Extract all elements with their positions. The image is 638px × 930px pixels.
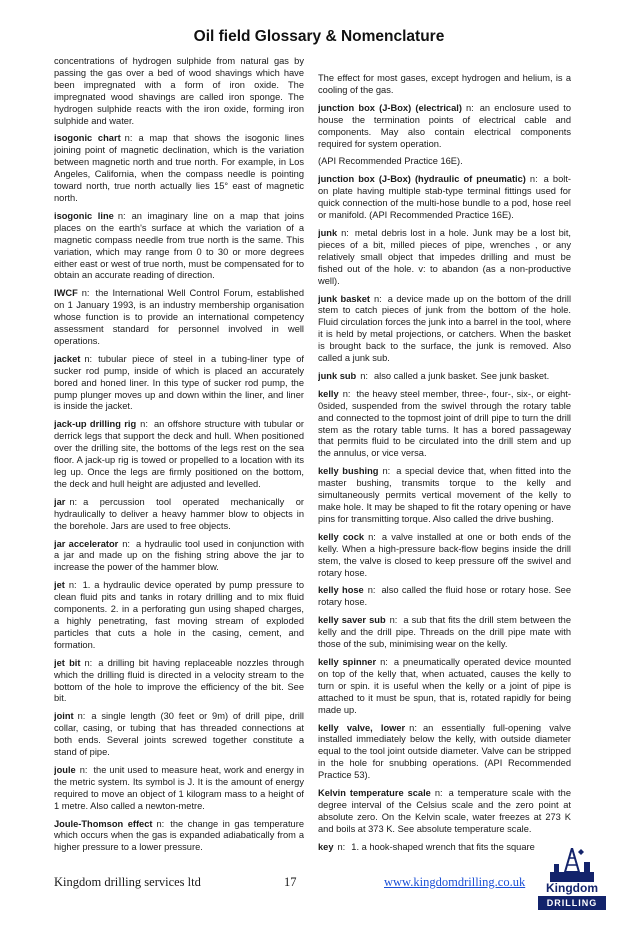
glossary-entry — [318, 371, 571, 383]
part-of-speech: n: — [140, 419, 148, 430]
logo-wordmark: Kingdom — [546, 881, 598, 895]
glossary-definition: an offshore structure with tubular or derrick legs that support the deck and hull. When positioned over the drilling site, the bottoms of the legs rest on the sea floor. A jack-up rig is towed or propelled to a location with its leg up. Once the legs are firmly positioned on the bottom, the deck and hull height are adjusted and levelled. — [54, 419, 304, 489]
glossary-term: jack-up drilling rig — [54, 419, 137, 430]
glossary-entry — [54, 539, 304, 575]
footer-page-number: 17 — [284, 875, 297, 889]
part-of-speech: n: — [117, 210, 126, 221]
glossary-definition: the heavy steel member, three-, four-, six-, or eight-0sided, suspended from the swivel through the rotary table and connected to the topmost joint of drill pipe to turn the drill stem as the rotary table turns. It has a bored passageway that permits fluid to be circulated into the drill stem and up the annulus, or vice versa. — [318, 388, 571, 459]
glossary-term: jar — [54, 496, 66, 507]
glossary-definition: a sub that fits the drill stem between the kelly and the drill pipe. Threads on the drill pipe mate with those of the sub, minimising wear on the kelly. — [318, 615, 571, 650]
glossary-definition: concentrations of hydrogen sulphide from natural gas by passing the gas over a bed of wood shavings which have been impregnated with a form of iron oxide. The impregnated wood shavings are called iron sponge. The hydrogen sulphide reacts with the iron oxide, forming iron sulphide and water. — [54, 56, 304, 126]
glossary-entry — [318, 788, 571, 836]
glossary-definition: a pneumatically operated device mounted on top of the kelly that, when actuated, causes the kelly to turn or spin. it is useful when the kelly or a joint of pipe is attached to it must be spun, that is, rotated rapidly for being made up. — [318, 656, 571, 715]
glossary-definition: a map that shows the isogonic lines joining point of magnetic declination, which is the variation between magnetic north and true north. For example, in Los Angeles, California, when the compass needle is pointing toward north, true north actually lies 15° east of magnetic north. — [54, 133, 304, 203]
part-of-speech: n: — [341, 227, 349, 238]
footer-url-link[interactable]: www.kingdomdrilling.co.uk — [384, 875, 526, 889]
glossary-term: jacket — [54, 353, 81, 364]
part-of-speech: n: — [122, 538, 131, 549]
glossary-entry — [54, 658, 304, 706]
glossary-definition: an imaginary line on a map that joins places on the earth's surface at which the variation of a magnetic compass needle from true north is the same. This variation, which may range from 0 to 30 or more degrees either east or west of true north, must be compensated for to obtain an accurate reading of direction. — [54, 210, 304, 281]
glossary-term: kelly saver sub — [318, 615, 386, 626]
glossary-entry — [318, 103, 571, 151]
glossary-entry — [318, 156, 571, 168]
glossary-term: kelly hose — [318, 585, 364, 596]
glossary-definition: a special device that, when fitted into the master bushing, transmits torque to the kelly and simultaneously permits vertical movement of the kelly to make hole. It may be shaped to fit the rotary opening or have pins for transmitting torque. Also called the drive bushing. — [318, 466, 571, 524]
glossary-entry — [318, 723, 571, 783]
glossary-entry — [54, 56, 304, 127]
part-of-speech: n: — [69, 496, 78, 507]
glossary-entry — [318, 615, 571, 651]
glossary-term: isogonic line — [54, 210, 114, 221]
part-of-speech: n: — [360, 370, 368, 381]
part-of-speech: n: — [382, 466, 391, 477]
glossary-entry — [318, 532, 571, 580]
glossary-entry — [54, 819, 304, 855]
part-of-speech: n: — [77, 711, 86, 722]
glossary-entry — [54, 133, 304, 204]
page-title: Oil field Glossary & Nomenclature — [193, 28, 445, 45]
footer-company: Kingdom drilling services ltd — [54, 875, 201, 889]
glossary-term: key — [318, 841, 334, 852]
glossary-term: junk sub — [318, 370, 357, 381]
glossary-term: jet — [54, 580, 65, 591]
glossary-definition: The effect for most gases, except hydrogen and helium, is a cooling of the gas. — [318, 73, 571, 95]
part-of-speech: n: — [342, 388, 351, 399]
part-of-speech: n: — [84, 657, 93, 668]
part-of-speech: n: — [79, 764, 88, 775]
glossary-definition: a drilling bit having replaceable nozzles through which the drilling fluid is directed in a velocity stream to the bottom of the hole to improve the efficiency of the bit. See bit. — [54, 657, 304, 704]
glossary-entry — [54, 765, 304, 813]
part-of-speech: n: — [368, 531, 376, 542]
glossary-term: kelly valve, lower — [318, 722, 406, 733]
glossary-term: Kelvin temperature scale — [318, 788, 431, 799]
glossary-definition: 1. a hydraulic device operated by pump pressure to clean fluid pits and tanks in rotary drilling and to mix fluid components. 2. in a perforating gun using shaped charges, a highly penetrating, fast moving stream of exploded particles that cuts a hole in the casing, cement, and formation. — [54, 580, 304, 650]
glossary-column-right — [318, 73, 571, 856]
glossary-definition: a temperature scale with the degree interval of the Celsius scale and the zero point at absolute zero. On the Kelvin scale, water freezes at 273 K and boils at 373 K. See absolute temperature scale. — [318, 788, 571, 834]
glossary-entry — [318, 842, 571, 854]
glossary-term: kelly — [318, 388, 339, 399]
glossary-column-left — [54, 56, 304, 856]
part-of-speech: n: — [374, 293, 382, 304]
glossary-definition: a valve installed at one or both ends of the kelly. When a high-pressure back-flow begins inside the drill stem, the valve is closed to keep pressure off the swivel and rotary hose. — [318, 531, 571, 578]
glossary-definition: also called a junk basket. See junk basket. — [374, 370, 550, 381]
glossary-term: kelly cock — [318, 531, 365, 542]
glossary-term: junction box (J-Box) (hydraulic of pneumatic) — [318, 174, 526, 185]
part-of-speech: n: — [84, 353, 93, 364]
glossary-definition: (API Recommended Practice 16E). — [318, 156, 463, 167]
glossary-entry — [318, 294, 571, 365]
part-of-speech: n: — [409, 722, 417, 733]
glossary-term: jar accelerator — [54, 538, 119, 549]
glossary-definition: a device made up on the bottom of the drill stem to catch pieces of junk from the bottom of the hole. Fluid circulation forces the junk into a barrel in the tool, where it is held by metal projections, or catchers. When the basket is brought back to the surface, the junk is removed. Also called a junk sub. — [318, 293, 571, 364]
glossary-entry — [318, 585, 571, 609]
glossary-definition: a bolt-on plate having multiple stab-type terminal fittings used for quick connection of the multi-hose bundle to a pod, hose reel or manifold. (API Recommended Practice 16E). — [318, 174, 571, 221]
logo-subword: DRILLING — [538, 896, 606, 910]
glossary-entry — [318, 174, 571, 222]
part-of-speech: n: — [389, 615, 398, 626]
glossary-entry — [54, 354, 304, 414]
glossary-definition: the unit used to measure heat, work and energy in the metric system. Its symbol is J. It is the amount of energy required to move an object of 1 kilogram mass to a height of 1 metre. Also called a newton-metre. — [54, 764, 304, 811]
glossary-definition: a percussion tool operated mechanically or hydraulically to deliver a heavy hammer blow to objects in the borehole. Jars are used to free objects. — [54, 496, 304, 531]
glossary-entry — [54, 580, 304, 651]
part-of-speech: n: — [156, 818, 165, 829]
glossary-definition: also called the fluid hose or rotary hose. See rotary hose. — [318, 585, 571, 608]
glossary-entry — [54, 419, 304, 490]
glossary-definition: a single length (30 feet or 9m) of drill pipe, drill collar, casing, or tubing that has threaded connections at both ends. Several joints screwed together constitute a stand of pipe. — [54, 711, 304, 758]
part-of-speech: n: — [434, 788, 443, 799]
glossary-definition: a hydraulic tool used in conjunction with a jar and made up on the fishing string above the jar to increase the power of the hammer blow. — [54, 538, 304, 573]
part-of-speech: n: — [337, 841, 346, 852]
glossary-term: kelly spinner — [318, 656, 377, 667]
glossary-term: junk — [318, 227, 338, 238]
part-of-speech: n: — [529, 174, 538, 185]
glossary-term: Joule-Thomson effect — [54, 818, 153, 829]
glossary-entry — [54, 497, 304, 533]
glossary-entry — [54, 288, 304, 348]
glossary-entry — [318, 657, 571, 717]
glossary-term: isogonic chart — [54, 133, 121, 144]
glossary-term: IWCF — [54, 288, 78, 299]
glossary-definition: an enclosure used to house the termination points of electrical cable and components. May also contain electrical components required for system operation. — [318, 102, 571, 149]
derrick-logo-icon — [550, 848, 594, 882]
glossary-definition: an essentially full-opening valve installed immediately below the kelly, with outside diameter equal to the tool joint outside diameter. Valve can be stripped in the hole for snubbing operations. (API Recommended Practice 53). — [318, 722, 571, 781]
company-logo — [536, 848, 608, 912]
part-of-speech: n: — [68, 580, 77, 591]
part-of-speech: n: — [380, 656, 388, 667]
part-of-speech: n: — [81, 288, 90, 299]
glossary-entry — [318, 228, 571, 288]
glossary-entry — [318, 466, 571, 526]
glossary-entry — [318, 389, 571, 460]
glossary-entry — [54, 711, 304, 759]
glossary-term: joint — [54, 711, 74, 722]
glossary-definition: the International Well Control Forum, established on 1 January 1993, is an industry membership organisation whose function is to provide an international competency assessment standard for personnel involved in well operations. — [54, 288, 304, 346]
glossary-term: junk basket — [318, 293, 370, 304]
part-of-speech: n: — [465, 102, 474, 113]
glossary-term: kelly bushing — [318, 466, 379, 477]
glossary-term: joule — [54, 764, 76, 775]
glossary-entry — [318, 73, 571, 97]
glossary-definition: metal debris lost in a hole. Junk may be a lost bit, pieces of a bit, milled pieces of pipe, wrenches , or any relatively small object that impedes drilling and must be fished out of the hole. v: to abandon (as a non-productive well). — [318, 227, 571, 286]
glossary-definition: 1. a hook-shaped wrench that fits the square — [351, 841, 535, 852]
part-of-speech: n: — [367, 585, 376, 596]
glossary-term: jet bit — [54, 657, 81, 668]
glossary-term: junction box (J-Box) (electrical) — [318, 102, 462, 113]
part-of-speech: n: — [124, 133, 133, 144]
glossary-definition: the change in gas temperature which occurs when the gas is expanded adiabatically from a higher pressure to a lower pressure. — [54, 818, 304, 853]
glossary-entry — [54, 211, 304, 282]
glossary-definition: tubular piece of steel in a tubing-liner type of sucker rod pump, inside of which is placed an accurately bored and honed liner. In this type of sucker rod pump, the pump plunger moves up and down within the liner, and liner is inside the jacket. — [54, 353, 304, 412]
